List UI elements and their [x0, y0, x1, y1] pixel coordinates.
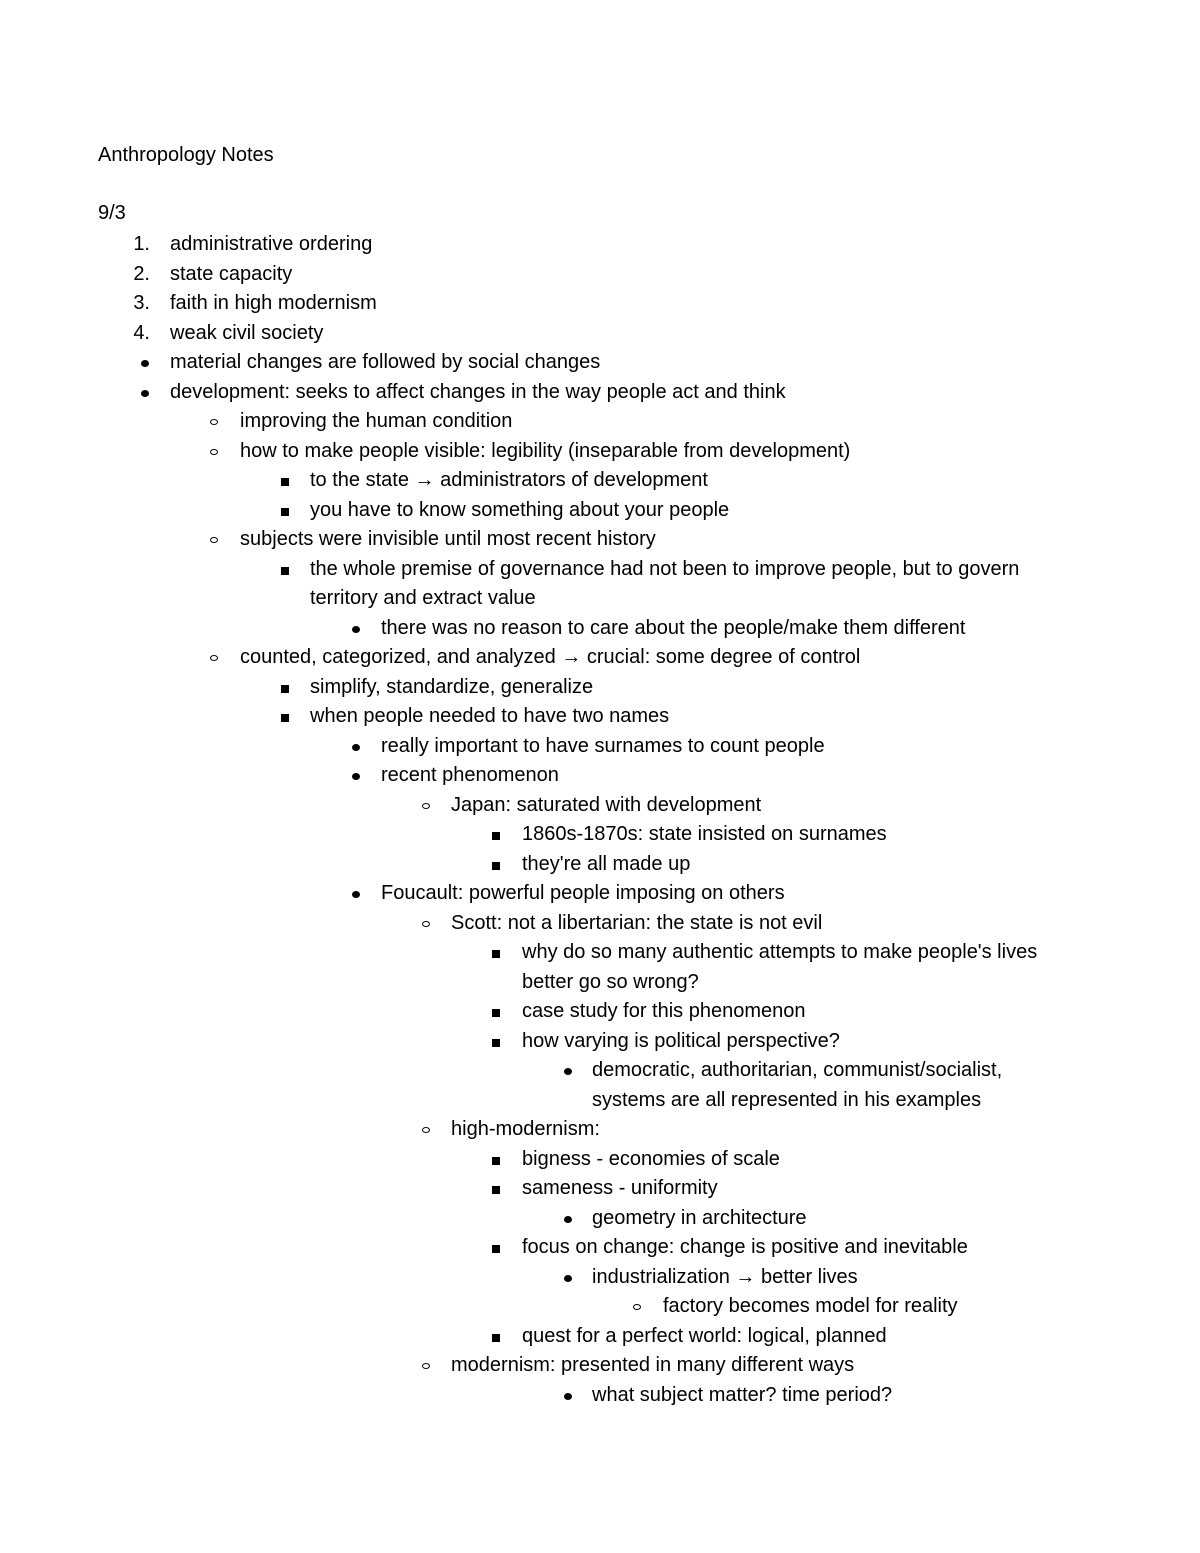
bullet-circle-icon: [207, 525, 235, 555]
list-item-text: material changes are followed by social changes: [170, 351, 601, 373]
list-item: [0, 378, 1200, 408]
list-item: [0, 525, 1200, 555]
list-item-text: weak civil society: [170, 321, 324, 344]
list-item-text: really important to have surnames to count people: [381, 734, 825, 757]
list-item: [0, 643, 1200, 673]
list-item: [0, 1351, 1200, 1381]
list-item: [0, 230, 1200, 260]
bullet-square-icon: [278, 702, 306, 732]
list-item: [0, 673, 1200, 703]
bullet-disc-icon: [348, 761, 376, 791]
list-item-text: why do so many authentic attempts to make people's lives: [522, 941, 1038, 963]
list-item-text: when people needed to have two names: [310, 705, 670, 727]
list-item: [0, 702, 1200, 732]
list-item: [0, 260, 1200, 290]
date-heading: 9/3: [98, 202, 126, 224]
bullet-square-icon: [489, 1233, 517, 1263]
bullet-circle-icon: [207, 437, 235, 467]
list-item-text: 1860s-1870s: state insisted on surnames: [522, 823, 887, 845]
list-item-text: development: seeks to affect changes in the way people act and think: [170, 380, 786, 403]
list-item-text: industrialization → better lives: [592, 1265, 858, 1288]
list-item: [0, 614, 1200, 644]
list-number: 1.: [133, 233, 150, 255]
list-item-text: case study for this phenomenon: [522, 1000, 806, 1022]
bullet-disc-icon: [348, 732, 376, 762]
bullet-square-icon: [489, 938, 517, 968]
list-item-text: they're all made up: [522, 852, 691, 875]
list-item-text: how to make people visible: legibility (inseparable from development): [240, 439, 851, 462]
list-item: [0, 1292, 1200, 1322]
list-item-text: administrative ordering: [170, 233, 373, 255]
bullet-circle-icon: [630, 1292, 658, 1322]
list-item-text: to the state → administrators of development: [310, 469, 708, 491]
list-item: [0, 319, 1200, 349]
list-item: [0, 1233, 1200, 1263]
list-item-text: geometry in architecture: [592, 1206, 807, 1229]
list-item-text: state capacity: [170, 262, 293, 285]
list-item: [0, 909, 1200, 939]
bullet-circle-icon: [419, 1351, 447, 1381]
list-item-text: bigness - economies of scale: [522, 1147, 780, 1170]
list-item-text: subjects were invisible until most recent history: [240, 528, 656, 550]
list-item: [0, 289, 1200, 319]
list-item-text: recent phenomenon: [381, 764, 559, 786]
list-item-text: systems are all represented in his examples: [592, 1088, 982, 1111]
list-item-text: what subject matter? time period?: [592, 1383, 893, 1406]
bullet-square-icon: [489, 997, 517, 1027]
bullet-square-icon: [489, 1322, 517, 1352]
list-item-text: Scott: not a libertarian: the state is not evil: [451, 911, 823, 934]
bullet-square-icon: [278, 496, 306, 526]
list-item: [0, 1322, 1200, 1352]
list-item: [0, 1174, 1200, 1204]
bullet-square-icon: [278, 555, 306, 585]
list-item: [0, 555, 1200, 585]
list-item: [0, 584, 1200, 614]
list-item-text: modernism: presented in many different ways: [451, 1354, 855, 1376]
list-item-text: the whole premise of governance had not been to improve people, but to govern: [310, 557, 1020, 580]
list-item: [0, 761, 1200, 791]
list-item: [0, 1056, 1200, 1086]
list-item: [0, 1263, 1200, 1293]
list-item: [0, 968, 1200, 998]
list-item: [0, 791, 1200, 821]
list-item: [0, 1145, 1200, 1175]
list-item-text: better go so wrong?: [522, 970, 699, 993]
bullet-square-icon: [489, 1027, 517, 1057]
list-number: 3.: [133, 292, 150, 314]
list-item-text: there was no reason to care about the people/make them different: [381, 616, 966, 639]
bullet-circle-icon: [419, 1115, 447, 1145]
list-number: 4.: [133, 321, 150, 344]
list-item: [0, 1381, 1200, 1411]
bullet-square-icon: [489, 850, 517, 880]
list-item: [0, 496, 1200, 526]
list-item-text: faith in high modernism: [170, 292, 377, 314]
bullet-square-icon: [278, 673, 306, 703]
list-item: [0, 437, 1200, 467]
list-item: [0, 820, 1200, 850]
bullet-circle-icon: [419, 791, 447, 821]
bullet-square-icon: [489, 1145, 517, 1175]
bullet-disc-icon: [137, 348, 165, 378]
list-item-text: factory becomes model for reality: [663, 1295, 958, 1317]
bullet-circle-icon: [207, 643, 235, 673]
list-item: [0, 1204, 1200, 1234]
list-item-text: counted, categorized, and analyzed → crucial: some degree of control: [240, 646, 861, 668]
list-item: [0, 938, 1200, 968]
list-item: [0, 407, 1200, 437]
bullet-disc-icon: [560, 1381, 588, 1411]
list-item-text: quest for a perfect world: logical, planned: [522, 1324, 887, 1347]
list-item-text: Japan: saturated with development: [451, 793, 762, 816]
bullet-square-icon: [489, 1174, 517, 1204]
bullet-square-icon: [489, 820, 517, 850]
bullet-disc-icon: [348, 614, 376, 644]
list-item-text: territory and extract value: [310, 587, 536, 609]
list-number: 2.: [133, 262, 150, 285]
list-item: [0, 1115, 1200, 1145]
list-item-text: improving the human condition: [240, 410, 513, 432]
list-item-text: Foucault: powerful people imposing on others: [381, 882, 785, 904]
list-item: [0, 348, 1200, 378]
document-title: Anthropology Notes: [98, 144, 274, 166]
list-item-text: high-modernism:: [451, 1118, 600, 1140]
list-item: [0, 997, 1200, 1027]
list-item-text: sameness - uniformity: [522, 1177, 718, 1199]
list-item: [0, 850, 1200, 880]
list-item-text: focus on change: change is positive and inevitable: [522, 1236, 968, 1258]
list-item-text: how varying is political perspective?: [522, 1029, 840, 1052]
list-item-text: you have to know something about your people: [310, 498, 730, 521]
list-item: [0, 1027, 1200, 1057]
bullet-disc-icon: [560, 1056, 588, 1086]
list-item: [0, 1086, 1200, 1116]
bullet-circle-icon: [419, 909, 447, 939]
bullet-square-icon: [278, 466, 306, 496]
list-item: [0, 732, 1200, 762]
list-item: [0, 466, 1200, 496]
list-item-text: democratic, authoritarian, communist/socialist,: [592, 1059, 1003, 1081]
bullet-disc-icon: [560, 1263, 588, 1293]
bullet-circle-icon: [207, 407, 235, 437]
list-item-text: simplify, standardize, generalize: [310, 675, 594, 698]
bullet-disc-icon: [137, 378, 165, 408]
list-item: [0, 879, 1200, 909]
notes-outline: [0, 230, 1200, 1410]
bullet-disc-icon: [348, 879, 376, 909]
bullet-disc-icon: [560, 1204, 588, 1234]
